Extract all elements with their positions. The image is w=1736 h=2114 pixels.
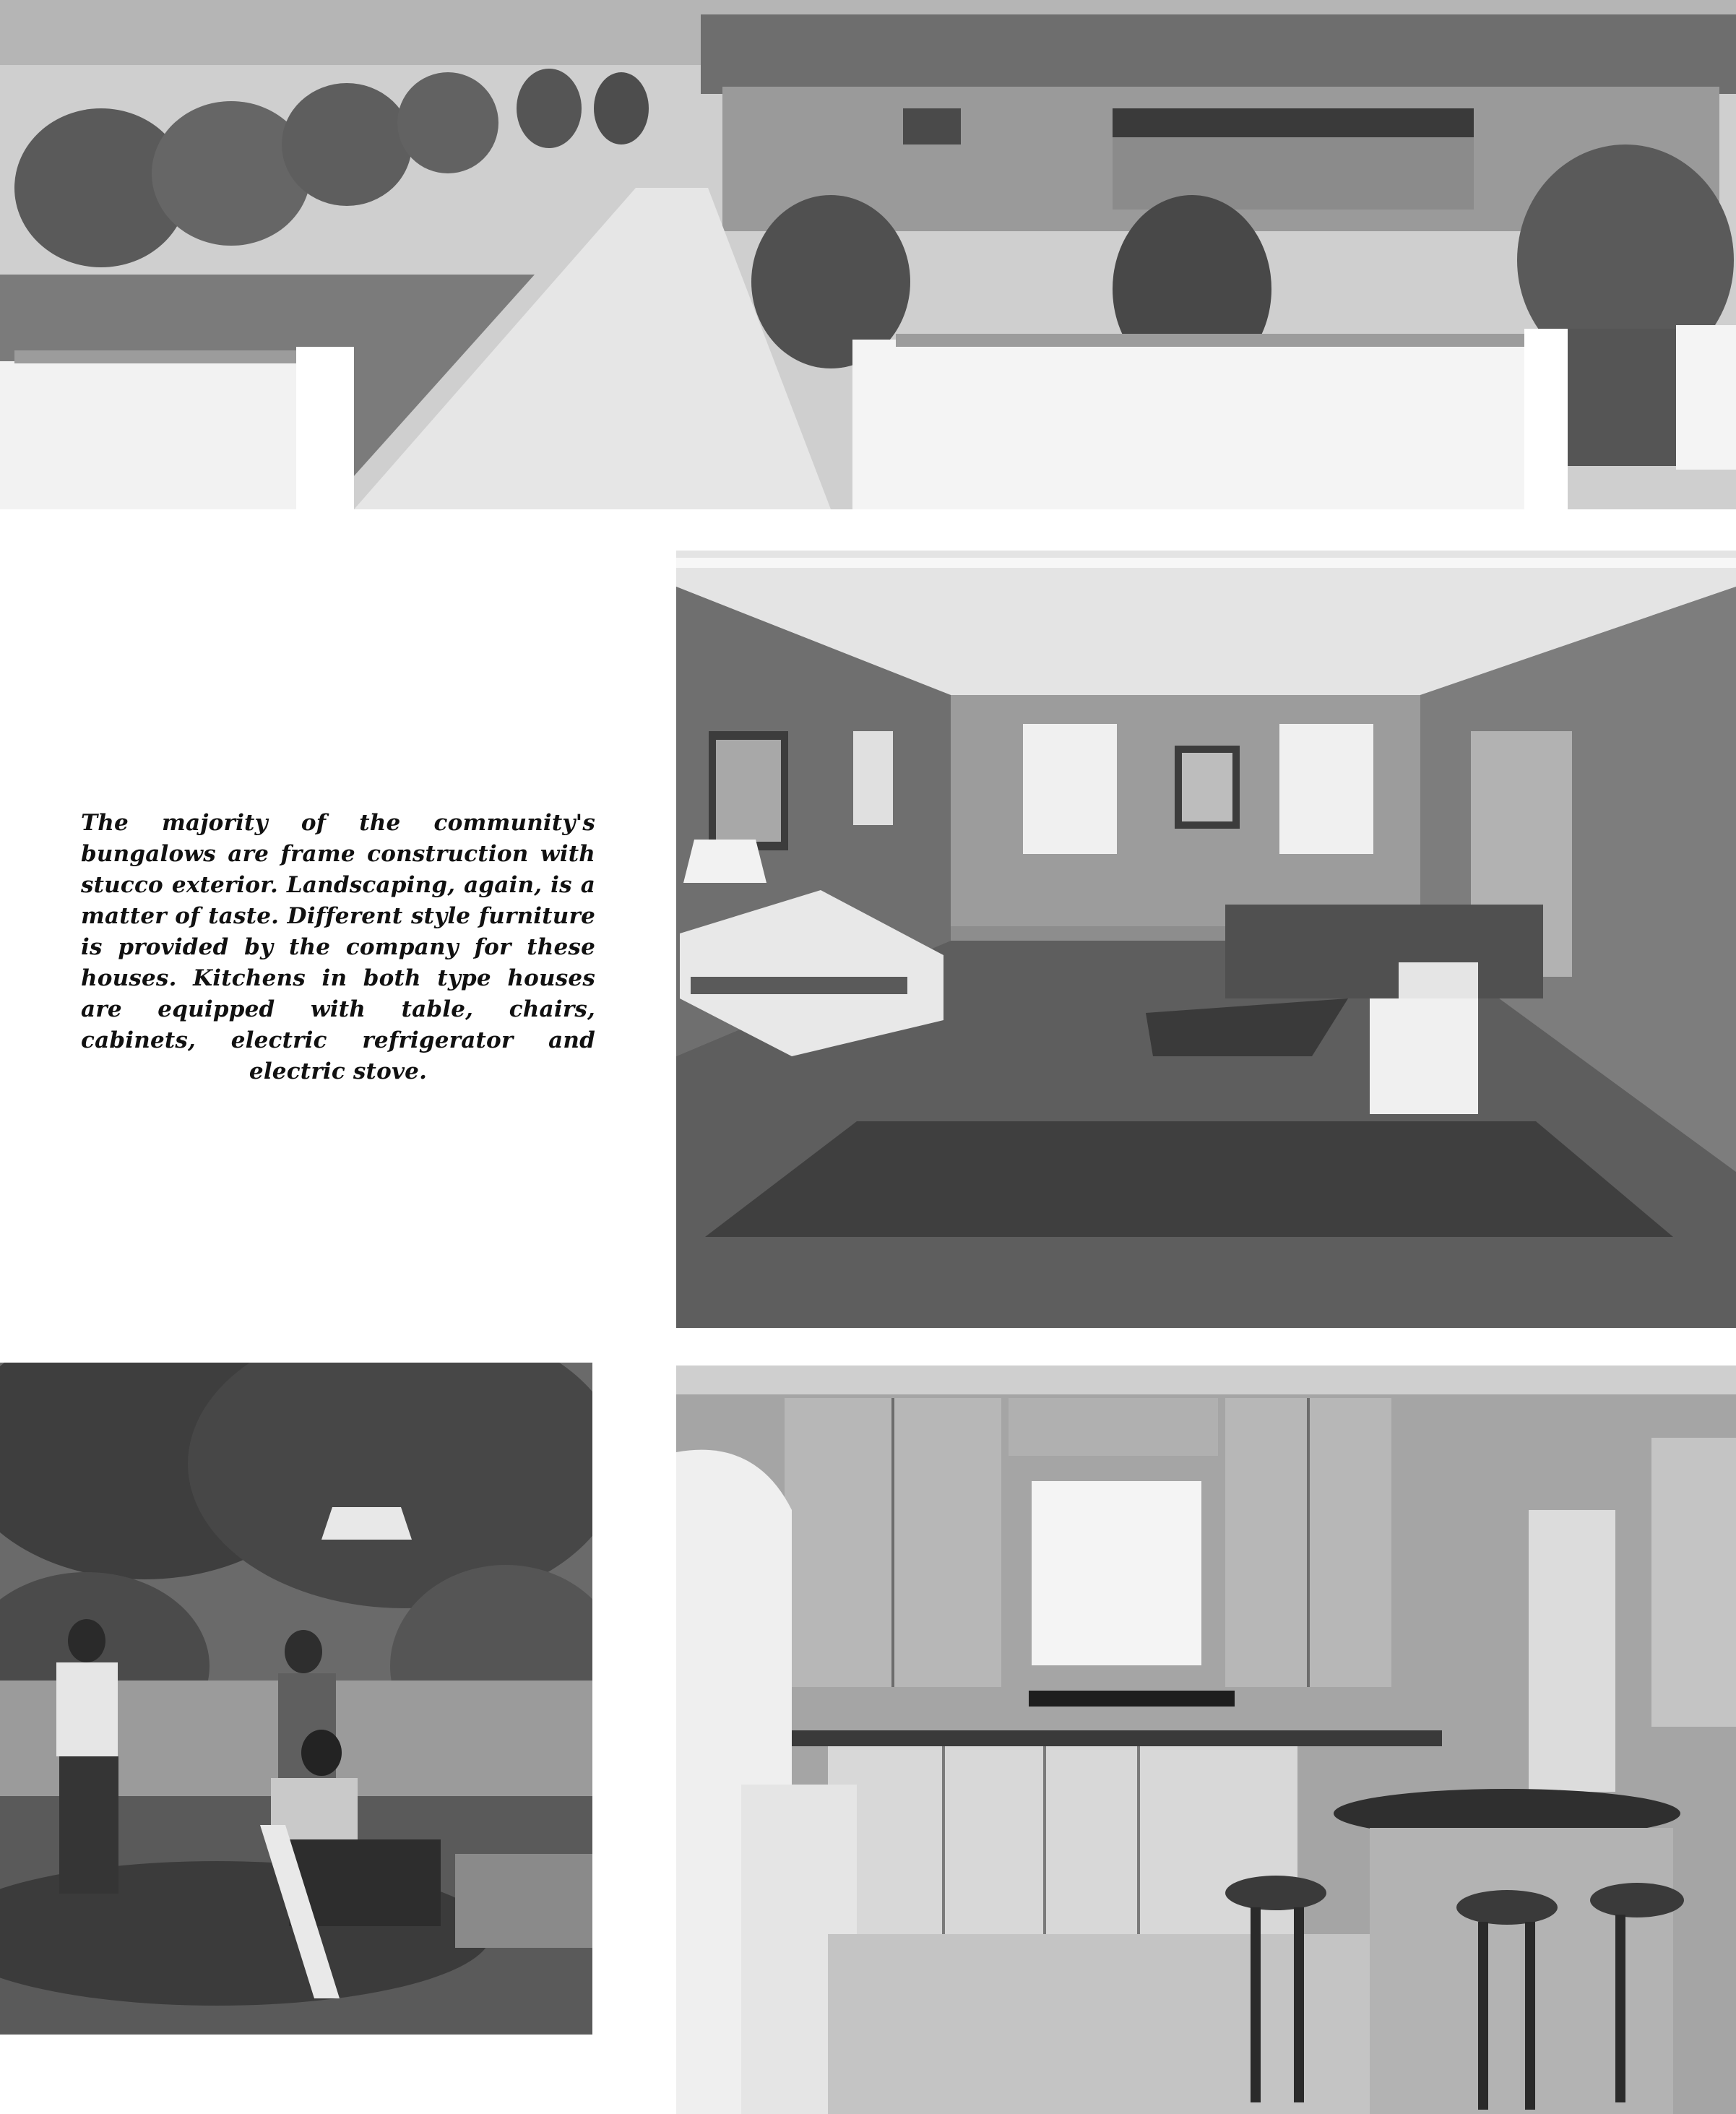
kitchen-photo [676,1366,1736,2114]
kitchen-illustration [676,1366,1736,2114]
garden-people-photo [0,1363,592,2035]
bungalow-exterior-photo [0,0,1736,509]
photo-caption: The majority of the community's bungalows are frame construction with stucco exterior. Landscaping, again, is a matter of taste. Different style furniture is provided by the company for these houses. Kitchens in both type houses are equipped with table, chairs, cabinets, electric refrigerator and electric stove. [81,810,595,1084]
garden-illustration [0,1363,592,2035]
living-room-illustration [676,551,1736,1328]
living-room-photo [676,551,1736,1328]
bungalow-exterior-illustration [0,0,1736,509]
